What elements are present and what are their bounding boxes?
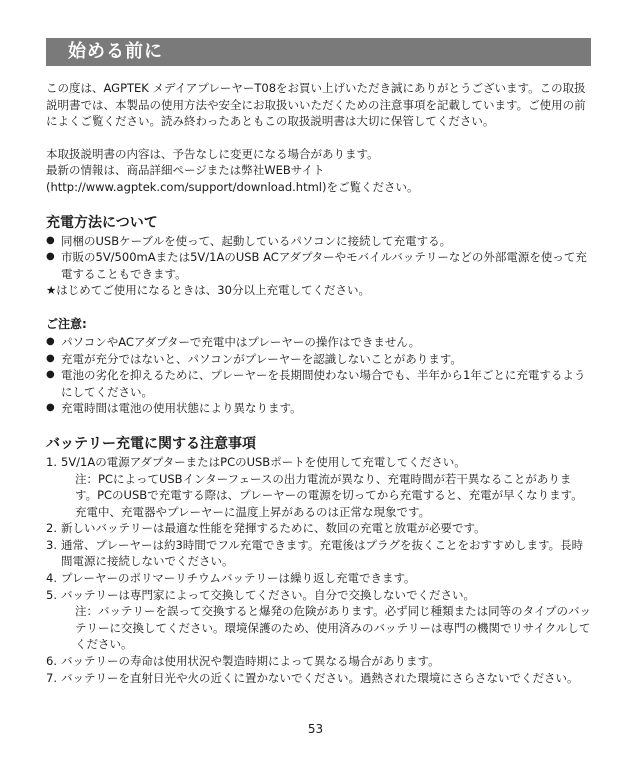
charging-note: ★はじめてご使用になるときは、30分以上充電してください。 — [46, 283, 370, 298]
battery-list — [46, 454, 591, 686]
intro-paragraph: この度は、AGPTEK メデイアプレーヤーT08をお買い上げいただき誠にありがとうございます。この取扱説明書では、本製品の使用方法や安全にお取扱いいただくための注意事項を記載しています。ご使用の前によくご覧ください。読み終わったあともこの取扱説明書は大切に保管してください。 — [46, 81, 586, 129]
bullet-icon: ● — [46, 402, 55, 414]
bullet-icon: ● — [46, 352, 55, 364]
list-item: 5. バッテリーは専門家によって交換してください。自分で交換しないでください。 注：バッテリーを誤って交換すると爆発の危険があります。必ず同じ種類または同等のタイプのバッテリーに交換してください。環境保護のため、使用済みのバッテリーは専門の機関でリサイクルしてください。 — [46, 587, 591, 652]
list-item: 7. バッテリーを直射日光や火の近くに置かないでください。過熱された環境にさらさないでください。 — [46, 670, 579, 685]
charging-heading: 充電方法について — [46, 214, 158, 231]
bullet-icon: ● — [46, 234, 55, 246]
bullet-icon: ● — [46, 251, 55, 263]
section-banner — [46, 38, 591, 66]
manual-page — [46, 38, 591, 686]
page-number: 53 — [307, 722, 324, 736]
list-item: 4. プレーヤーのポリマーリチウムバッテリーは繰り返し充電できます。 — [46, 571, 416, 586]
notice-line-2: 最新の情報は、商品詳細ページまたは弊社WEBサイト — [46, 163, 325, 178]
list-item: 6. バッテリーの寿命は使用状況や製造時期によって異なる場合があります。 — [46, 654, 440, 669]
notice-line-1: 本取扱説明書の内容は、予告なしに変更になる場合があります。 — [46, 146, 379, 161]
section-title: 始める前に — [68, 41, 163, 62]
caution-list — [46, 334, 591, 417]
list-item: 3. 通常、プレーヤーは約3時間でフル充電できます。充電後はプラグを抜くことをおすすめします。長時間電源に接続しないでください。 — [46, 537, 584, 569]
list-item: ● 電池の劣化を抑えるために、プレーヤーを長期間使わない場合でも、半年から1年ごとに充電するようにしてください。 — [46, 368, 586, 399]
list-item: ● 充電時間は電池の使用状態により異なります。 — [46, 401, 302, 416]
bullet-icon: ● — [46, 335, 55, 347]
battery-heading: バッテリー充電に関する注意事項 — [46, 435, 256, 452]
bullet-icon: ● — [46, 369, 55, 381]
caution-heading: ご注意: — [46, 316, 87, 331]
list-item: 2. 新しいバッテリーは最適な性能を発揮するために、数回の充電と放電が必要です。 — [46, 521, 486, 536]
list-item-note: 注：PCによってUSBインターフェースの出力電流が異なり、充電時間が若干異なることがあります。PCのUSBで充電する際は、プレーヤーの電源を切ってから充電すると、充電が早くなります。充電中、充電器やプレーヤーに温度上昇があるのは正常な現象です。 — [75, 471, 583, 519]
list-item: ● 充電が充分ではないと、パソコンがプレーヤーを認識しないことがあります。 — [46, 351, 462, 366]
list-item-note: 注：バッテリーを誤って交換すると爆発の危険があります。必ず同じ種類または同等のタイプのバッテリーに交換してください。環境保護のため、使用済みのバッテリーは専門の機関でリサイクルしてください。 — [75, 604, 591, 652]
list-item: ● 市販の5V/500mAまたは5V/1AのUSB ACアダプターやモバイルバッテリーなどの外部電源を使って充電することもできます。 — [46, 250, 587, 281]
list-item: ● 同梱のUSBケーブルを使って、起動しているパソコンに接続して充電する。 — [46, 233, 452, 248]
list-item: ● パソコンやACアダプターで充電中はプレーヤーの操作はできません。 — [46, 334, 421, 349]
notice-url-line: (http://www.agptek.com/support/download.html)をご覧ください。 — [46, 179, 419, 194]
notice-paragraph — [46, 146, 591, 196]
list-item: 1. 5V/1Aの電源アダプターまたはPCのUSBポートを使用して充電してください。 注：PCによってUSBインターフェースの出力電流が異なり、充電時間が若干異なることがあります。PCのUSBで充電する際は、プレーヤーの電源を切ってから充電すると、充電が早くなります。充電中、充電器やプレーヤーに温度上昇があるのは正常な現象です。 — [46, 454, 591, 520]
charging-list — [46, 233, 591, 283]
